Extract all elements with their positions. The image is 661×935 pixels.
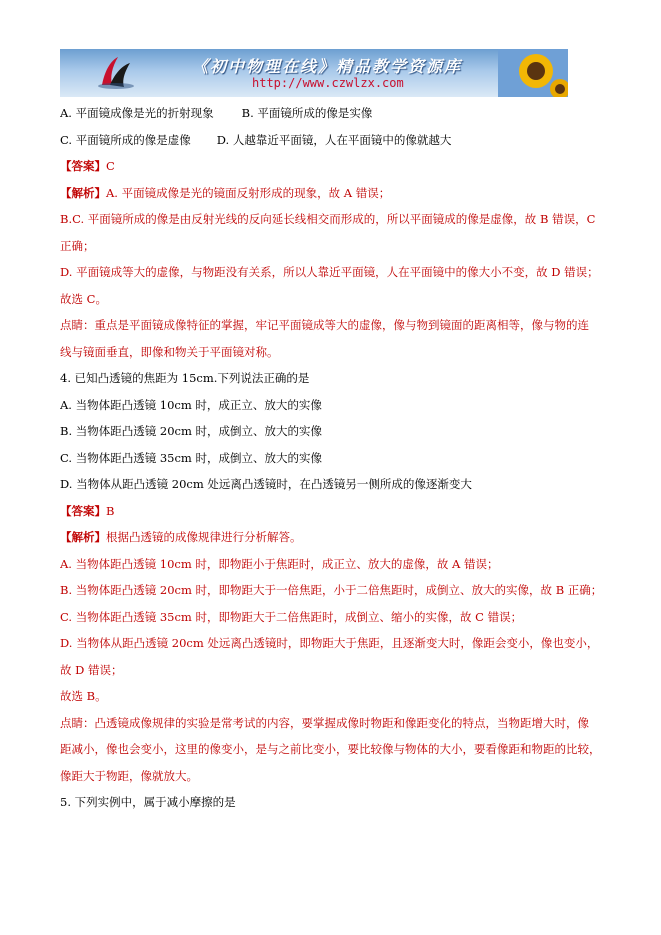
q4-tip-line3: 像距大于物距，像就放大。 [60, 768, 198, 783]
q4-tip-line1: 点睛：凸透镜成像规律的实验是常考试的内容，要掌握成像时物距和像距变化的特点，当物距增大时，像 [60, 715, 589, 730]
q4-option-c: C. 当物体距凸透镜 35cm 时，成倒立、放大的实像 [60, 450, 322, 465]
q4-analysis-line2: B. 当物体距凸透镜 20cm 时，即物距大于一倍焦距，小于二倍焦距时，成倒立、放大的实像，故 B 正确； [60, 583, 603, 597]
q3-option-a: A. 平面镜成像是光的折射现象 [60, 106, 214, 120]
q4-analysis-line3: C. 当物体距凸透镜 35cm 时，即物距大于二倍焦距时，成倒立、缩小的实像，故 C 错误； [60, 609, 523, 624]
q4-analysis-text: 根据凸透镜的成像规律进行分析解答。 [106, 530, 302, 544]
q3-option-d: D. 人越靠近平面镜，人在平面镜中的像就越大 [216, 132, 452, 147]
q4-option-a: A. 当物体距凸透镜 10cm 时，成正立、放大的实像 [60, 397, 322, 412]
q3-analysis-text: A. 平面镜成像是光的镜面反射形成的现象，故 A 错误； [106, 185, 391, 200]
q4-answer-label: 【答案】 [60, 503, 106, 518]
q3-option-c: C. 平面镜所成的像是虚像 [60, 132, 191, 147]
banner-title: 《初中物理在线》精品教学资源库 [192, 57, 463, 76]
q3-tip-line2: 线与镜面垂直，即像和物关于平面镜对称。 [60, 344, 279, 359]
header-banner [60, 49, 568, 97]
q3-analysis-label: 【解析】 [60, 185, 106, 200]
q3-analysis-line1 [60, 180, 630, 207]
q4-analysis-line4: D. 当物体从距凸透镜 20cm 处远离凸透镜时，即物距大于焦距，且逐渐变大时，像距会变小，像也变小， [60, 636, 599, 650]
q4-analysis-line0 [60, 524, 630, 551]
czwlzx-logo-icon [96, 55, 136, 91]
q4-analysis-line1: A. 当物体距凸透镜 10cm 时，即物距小于焦距时，成正立、放大的虚像，故 A 错误； [60, 556, 499, 571]
q4-option-b: B. 当物体距凸透镜 20cm 时，成倒立、放大的实像 [60, 424, 323, 438]
q4-option-d: D. 当物体从距凸透镜 20cm 处远离凸透镜时，在凸透镜另一侧所成的像逐渐变大 [60, 477, 472, 491]
q4-analysis-line5: 故 D 错误； [60, 662, 123, 677]
q3-analysis-line4: D. 平面镜成等大的虚像，与物距没有关系，所以人靠近平面镜，人在平面镜中的像大小不变，故 D 错误； [60, 265, 599, 279]
q3-answer-value: C [106, 159, 115, 173]
q4-tip-line2: 距减小，像也会变小，这里的像变小，是与之前比变小，要比较像与物体的大小，要看像距和物距的比较， [60, 742, 601, 756]
q3-conclusion: 故选 C。 [60, 291, 107, 306]
q3-answer-label: 【答案】 [60, 159, 106, 173]
q3-tip-line1: 点睛：重点是平面镜成像特征的掌握，牢记平面镜成等大的虚像，像与物到镜面的距离相等，像与物的连 [60, 318, 589, 332]
q4-analysis-label: 【解析】 [60, 530, 106, 544]
sunflower-icon [498, 49, 568, 97]
q3-option-b: B. 平面镜所成的像是实像 [241, 106, 373, 120]
q3-answer [60, 153, 630, 180]
q3-options-row1 [60, 100, 630, 127]
q3-analysis-line3: 正确； [60, 238, 95, 253]
q4-answer [60, 498, 630, 525]
q4-stem: 4. 已知凸透镜的焦距为 15cm.下列说法正确的是 [60, 371, 310, 385]
document-body [60, 100, 630, 816]
q4-conclusion: 故选 B。 [60, 689, 107, 703]
banner-url: http://www.czwlzx.com [252, 76, 404, 90]
q3-analysis-line2: B.C. 平面镜所成的像是由反射光线的反向延长线相交而形成的，所以平面镜成的像是虚像，故 B 错误，C [60, 212, 596, 226]
q3-options-row2 [60, 127, 630, 154]
q5-stem: 5. 下列实例中，属于减小摩擦的是 [60, 795, 236, 809]
q4-answer-value: B [106, 503, 115, 518]
